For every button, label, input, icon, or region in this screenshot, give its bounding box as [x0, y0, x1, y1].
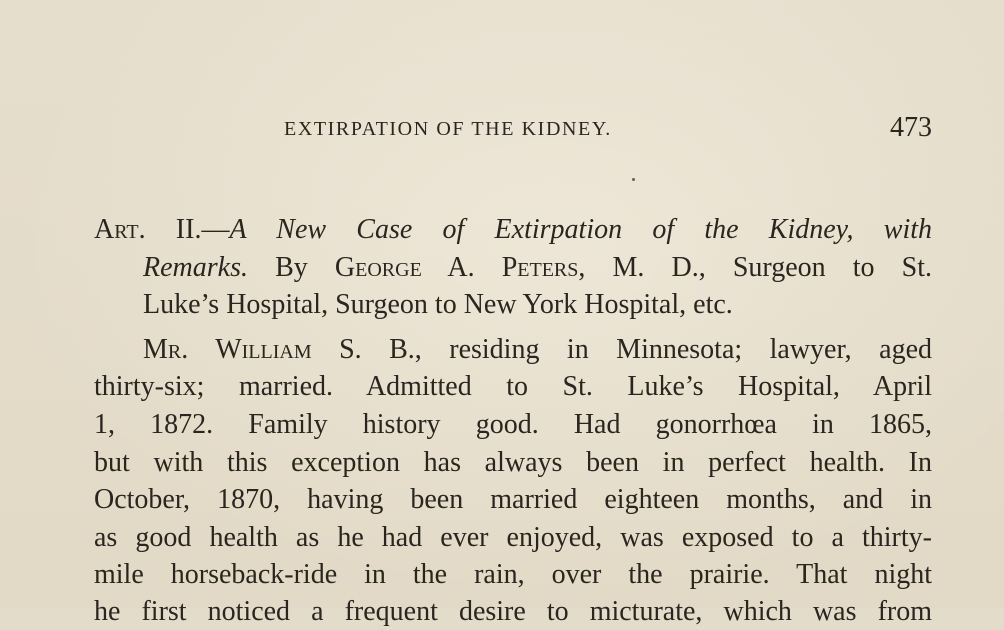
article-title-part-1: A New Case of Extirpation of the Kidney, with — [229, 214, 933, 245]
author-name: George A. Peters — [334, 252, 579, 283]
body-line-11: he first noticed a frequent desire to micturate, which was from — [94, 596, 932, 627]
article-title-part-2: Remarks. — [143, 252, 248, 283]
running-header — [0, 110, 1004, 146]
article-heading-line-3: Luke’s Hospital, Surgeon to New York Hospital, etc. — [143, 289, 733, 320]
body-line-8: October, 1870, having been married eighteen months, and in — [94, 484, 932, 515]
author-credentials: , M. D., Surgeon to St. — [578, 252, 933, 283]
article-heading-line-2 — [143, 250, 932, 286]
article-number: Art. II. — [94, 214, 202, 245]
body-line-6: 1, 1872. Family history good. Had gonorrhœa in 1865, — [94, 409, 932, 440]
patient-name: Mr. William — [143, 334, 312, 365]
running-title: EXTIRPATION OF THE KIDNEY. — [284, 118, 612, 140]
body-line-4-text: S. B., residing in Minnesota; lawyer, aged — [339, 334, 933, 365]
body-line-4 — [143, 332, 932, 368]
body-line-7: but with this exception has always been in perfect health. In — [94, 447, 932, 478]
paper-speck — [632, 178, 635, 181]
article-heading-line-1 — [94, 212, 932, 248]
page-number: 473 — [890, 112, 932, 143]
body-line-9: as good health as he had ever enjoyed, was exposed to a thirty- — [94, 522, 932, 553]
body-line-5: thirty-six; married. Admitted to St. Luke’s Hospital, April — [94, 371, 932, 402]
body-line-10: mile horseback-ride in the rain, over the prairie. That night — [94, 559, 932, 590]
em-dash: — — [201, 214, 230, 245]
byline-by: By — [275, 252, 308, 283]
